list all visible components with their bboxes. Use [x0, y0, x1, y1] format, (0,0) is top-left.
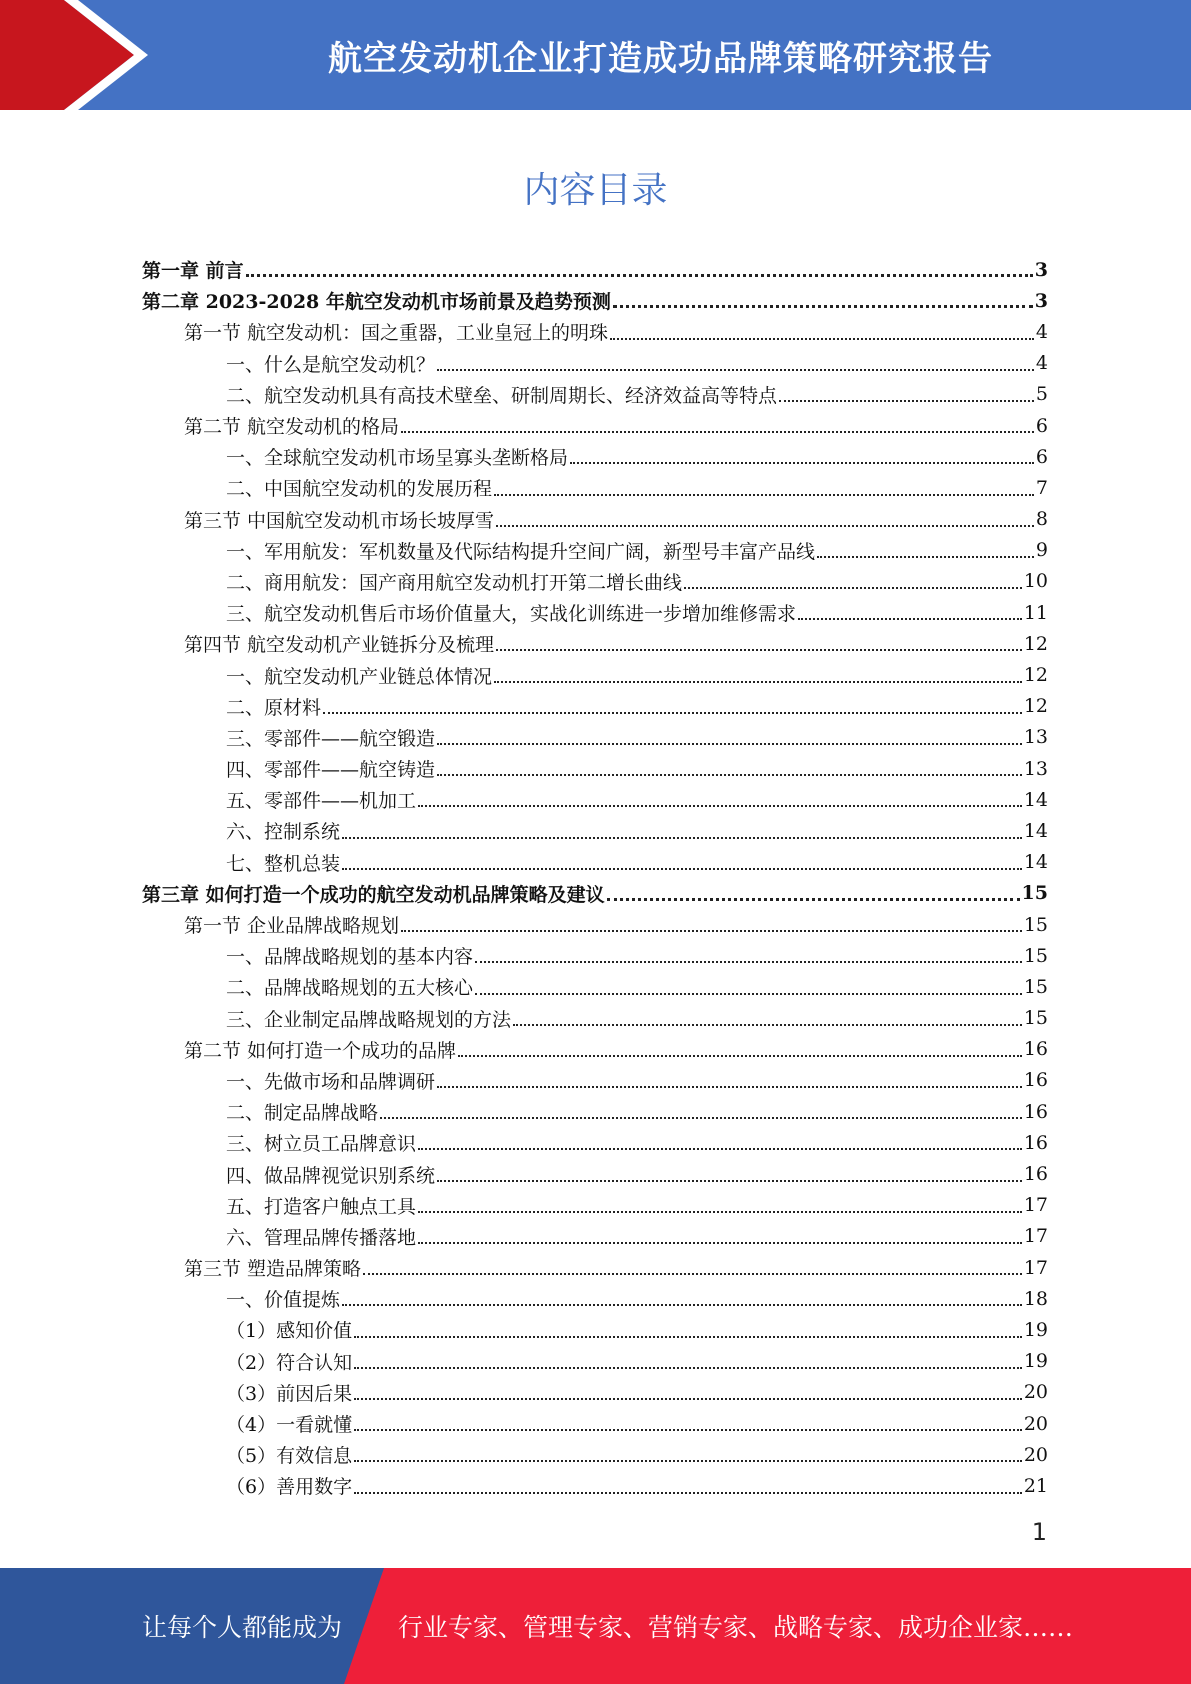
toc-entry[interactable]	[142, 909, 1048, 940]
toc-entry-label: 三、航空发动机售后市场价值量大，实战化训练进一步增加维修需求	[226, 603, 797, 626]
toc-entry[interactable]	[142, 1190, 1048, 1221]
toc-entry[interactable]	[142, 504, 1048, 535]
toc-dot-leader	[607, 898, 1020, 901]
toc-entry-page: 19	[1023, 1350, 1048, 1373]
page-number: 1	[1031, 1518, 1047, 1546]
toc-entry-label: 二、航空发动机具有高技术壁垒、研制周期长、经济效益高等特点	[226, 384, 778, 407]
toc-entry-label: 一、先做市场和品牌调研	[226, 1070, 436, 1093]
toc-entry-label: 第二节 航空发动机的格局	[184, 416, 400, 439]
report-title: 航空发动机企业打造成功品牌策略研究报告	[328, 38, 993, 79]
header-banner	[0, 0, 1191, 110]
toc-dot-leader	[354, 1460, 1022, 1462]
toc-dot-leader	[401, 930, 1022, 932]
toc-entry-page: 8	[1035, 508, 1048, 531]
toc-dot-leader	[342, 837, 1022, 839]
toc-entry-page: 3	[1034, 258, 1048, 281]
toc-entry-page: 16	[1023, 1163, 1048, 1186]
toc-entry-label: 第三章 如何打造一个成功的航空发动机品牌策略及建议	[142, 883, 605, 906]
toc-entry[interactable]	[142, 1003, 1048, 1034]
toc-dot-leader	[779, 400, 1034, 402]
toc-entry[interactable]	[142, 847, 1048, 878]
toc-entry[interactable]	[142, 691, 1048, 722]
toc-entry[interactable]	[142, 379, 1048, 410]
toc-entry-label: 第三节 塑造品牌策略	[184, 1258, 362, 1281]
toc-entry[interactable]	[142, 971, 1048, 1002]
toc-entry[interactable]	[142, 1283, 1048, 1314]
toc-entry-page: 16	[1023, 1100, 1048, 1123]
toc-entry-page: 7	[1035, 476, 1048, 499]
toc-entry-label: 第一节 航空发动机：国之重器，工业皇冠上的明珠	[184, 322, 609, 345]
toc-dot-leader	[613, 305, 1033, 308]
toc-entry-label: 二、中国航空发动机的发展历程	[226, 478, 493, 501]
toc-entry[interactable]	[142, 566, 1048, 597]
toc-dot-leader	[342, 1304, 1022, 1306]
toc-dot-leader	[458, 1055, 1022, 1057]
toc-entry-page: 12	[1023, 664, 1048, 687]
toc-entry[interactable]	[142, 316, 1048, 347]
toc-entry-label: （2）符合认知	[226, 1351, 353, 1374]
toc-entry-label: 四、零部件——航空铸造	[226, 759, 436, 782]
toc-entry-page: 14	[1023, 819, 1048, 842]
toc-entry-page: 17	[1023, 1256, 1048, 1279]
toc-dot-leader	[354, 1367, 1022, 1369]
toc-entry-label: （3）前因后果	[226, 1382, 353, 1405]
toc-entry-page: 15	[1023, 1007, 1048, 1030]
toc-entry-label: 三、企业制定品牌战略规划的方法	[226, 1008, 512, 1031]
toc-dot-leader	[418, 1242, 1022, 1244]
toc-entry-label: 六、管理品牌传播落地	[226, 1226, 417, 1249]
toc-entry-page: 9	[1035, 539, 1048, 562]
toc-entry[interactable]	[142, 753, 1048, 784]
toc-dot-leader	[610, 338, 1034, 340]
toc-dot-leader	[437, 743, 1022, 745]
toc-entry-page: 15	[1023, 944, 1048, 967]
toc-entry-label: 一、品牌战略规划的基本内容	[226, 946, 474, 969]
toc-entry-page: 5	[1035, 383, 1048, 406]
toc-entry-label: 一、价值提炼	[226, 1289, 341, 1312]
toc-entry-label: 六、控制系统	[226, 821, 341, 844]
toc-entry-label: 四、做品牌视觉识别系统	[226, 1164, 436, 1187]
toc-entry[interactable]	[142, 410, 1048, 441]
toc-entry-label: 第二节 如何打造一个成功的品牌	[184, 1039, 457, 1062]
toc-heading: 内容目录	[523, 170, 668, 211]
toc-entry-page: 14	[1023, 788, 1048, 811]
toc-entry-page: 6	[1035, 414, 1048, 437]
toc-dot-leader	[570, 462, 1034, 464]
toc-dot-leader	[684, 587, 1022, 589]
toc-entry[interactable]	[142, 815, 1048, 846]
toc-entry-page: 13	[1023, 757, 1048, 780]
toc-entry[interactable]	[142, 1065, 1048, 1096]
header-red-chevron	[0, 0, 134, 110]
toc-dot-leader	[437, 369, 1034, 371]
toc-entry-page: 16	[1023, 1069, 1048, 1092]
toc-entry[interactable]	[142, 441, 1048, 472]
table-of-contents	[142, 254, 1048, 1502]
toc-dot-leader	[496, 649, 1022, 651]
toc-entry-page: 20	[1023, 1443, 1048, 1466]
toc-dot-leader	[817, 556, 1034, 558]
toc-entry-page: 17	[1023, 1194, 1048, 1217]
toc-entry-page: 16	[1023, 1131, 1048, 1154]
toc-dot-leader	[798, 618, 1022, 620]
toc-entry[interactable]	[142, 1439, 1048, 1470]
toc-dot-leader	[342, 868, 1022, 870]
toc-entry[interactable]	[142, 535, 1048, 566]
toc-entry[interactable]	[142, 940, 1048, 971]
toc-entry-label: 三、树立员工品牌意识	[226, 1133, 417, 1156]
toc-dot-leader	[513, 1024, 1022, 1026]
toc-entry-page: 15	[1021, 882, 1048, 905]
toc-entry[interactable]	[142, 597, 1048, 628]
toc-entry-page: 14	[1023, 851, 1048, 874]
toc-dot-leader	[437, 1180, 1022, 1182]
toc-entry-page: 15	[1023, 975, 1048, 998]
toc-entry-page: 4	[1035, 320, 1048, 343]
toc-entry-label: 三、零部件——航空锻造	[226, 727, 436, 750]
toc-entry[interactable]	[142, 1408, 1048, 1439]
toc-entry-page: 6	[1035, 445, 1048, 468]
toc-dot-leader	[323, 712, 1022, 714]
toc-entry[interactable]	[142, 1377, 1048, 1408]
toc-entry-page: 20	[1023, 1412, 1048, 1435]
toc-entry-label: 一、航空发动机产业链总体情况	[226, 665, 493, 688]
footer-slogan-left: 让每个人都能成为	[142, 1613, 343, 1642]
toc-entry-label: 一、全球航空发动机市场呈寡头垄断格局	[226, 447, 569, 470]
toc-entry-label: 五、打造客户触点工具	[226, 1195, 417, 1218]
toc-entry-page: 19	[1023, 1318, 1048, 1341]
toc-entry-label: 第三节 中国航空发动机市场长坡厚雪	[184, 509, 495, 532]
toc-entry[interactable]	[142, 722, 1048, 753]
toc-entry-page: 11	[1023, 601, 1048, 624]
toc-entry[interactable]	[142, 659, 1048, 690]
toc-entry[interactable]	[142, 1096, 1048, 1127]
toc-dot-leader	[380, 1117, 1022, 1119]
toc-entry[interactable]	[142, 1314, 1048, 1345]
toc-entry-label: 一、军用航发：军机数量及代际结构提升空间广阔，新型号丰富产品线	[226, 540, 816, 563]
toc-dot-leader	[437, 1086, 1022, 1088]
toc-entry-page: 4	[1035, 352, 1048, 375]
toc-dot-leader	[401, 431, 1034, 433]
toc-dot-leader	[363, 1273, 1022, 1275]
toc-entry-label: 七、整机总装	[226, 852, 341, 875]
toc-entry-page: 12	[1023, 695, 1048, 718]
toc-dot-leader	[354, 1336, 1022, 1338]
toc-entry[interactable]	[142, 1034, 1048, 1065]
toc-entry-label: （6）善用数字	[226, 1476, 353, 1499]
toc-entry-page: 18	[1023, 1287, 1048, 1310]
toc-entry[interactable]	[142, 1252, 1048, 1283]
toc-entry-label: 二、原材料	[226, 696, 322, 719]
toc-entry-page: 13	[1023, 726, 1048, 749]
toc-entry-page: 21	[1023, 1474, 1048, 1497]
toc-entry-page: 15	[1023, 913, 1048, 936]
toc-dot-leader	[354, 1492, 1022, 1494]
toc-entry-page: 17	[1023, 1225, 1048, 1248]
toc-entry-page: 3	[1034, 289, 1048, 312]
header-chevron-decoration	[0, 0, 160, 110]
toc-entry-label: 二、制定品牌战略	[226, 1102, 379, 1125]
toc-entry[interactable]	[142, 1221, 1048, 1252]
toc-entry-label: （5）有效信息	[226, 1445, 353, 1468]
toc-dot-leader	[354, 1398, 1022, 1400]
toc-entry[interactable]	[142, 628, 1048, 659]
toc-entry-label: 第一章 前言	[142, 260, 244, 283]
toc-entry[interactable]	[142, 1127, 1048, 1158]
footer-slogan-right: 行业专家、管理专家、营销专家、战略专家、成功企业家……	[398, 1613, 1074, 1642]
toc-dot-leader	[246, 274, 1033, 277]
toc-dot-leader	[475, 993, 1022, 995]
toc-dot-leader	[496, 525, 1034, 527]
toc-entry-label: 第四节 航空发动机产业链拆分及梳理	[184, 634, 495, 657]
toc-entry-label: （4）一看就懂	[226, 1414, 353, 1437]
toc-entry[interactable]	[142, 285, 1048, 316]
toc-entry-page: 12	[1023, 632, 1048, 655]
footer-banner	[0, 1568, 1191, 1684]
toc-entry-label: 一、什么是航空发动机？	[226, 353, 436, 376]
toc-entry[interactable]	[142, 1158, 1048, 1189]
toc-entry-label: 第一节 企业品牌战略规划	[184, 915, 400, 938]
toc-entry[interactable]	[142, 254, 1048, 285]
toc-dot-leader	[494, 681, 1022, 683]
toc-dot-leader	[475, 961, 1022, 963]
toc-entry[interactable]	[142, 472, 1048, 503]
toc-entry-page: 20	[1023, 1381, 1048, 1404]
toc-entry[interactable]	[142, 878, 1048, 909]
toc-entry-label: 第二章 2023-2028 年航空发动机市场前景及趋势预测	[142, 291, 611, 314]
toc-dot-leader	[354, 1429, 1022, 1431]
toc-dot-leader	[418, 805, 1022, 807]
toc-dot-leader	[494, 494, 1034, 496]
toc-entry[interactable]	[142, 1470, 1048, 1501]
toc-dot-leader	[418, 1211, 1022, 1213]
toc-entry[interactable]	[142, 1346, 1048, 1377]
toc-entry[interactable]	[142, 784, 1048, 815]
toc-entry-label: （1）感知价值	[226, 1320, 353, 1343]
toc-entry-label: 二、商用航发：国产商用航空发动机打开第二增长曲线	[226, 571, 683, 594]
toc-entry-page: 10	[1023, 570, 1048, 593]
toc-dot-leader	[418, 1148, 1022, 1150]
toc-dot-leader	[437, 774, 1022, 776]
toc-entry[interactable]	[142, 348, 1048, 379]
toc-entry-label: 五、零部件——机加工	[226, 790, 417, 813]
toc-entry-label: 二、品牌战略规划的五大核心	[226, 977, 474, 1000]
toc-entry-page: 16	[1023, 1038, 1048, 1061]
